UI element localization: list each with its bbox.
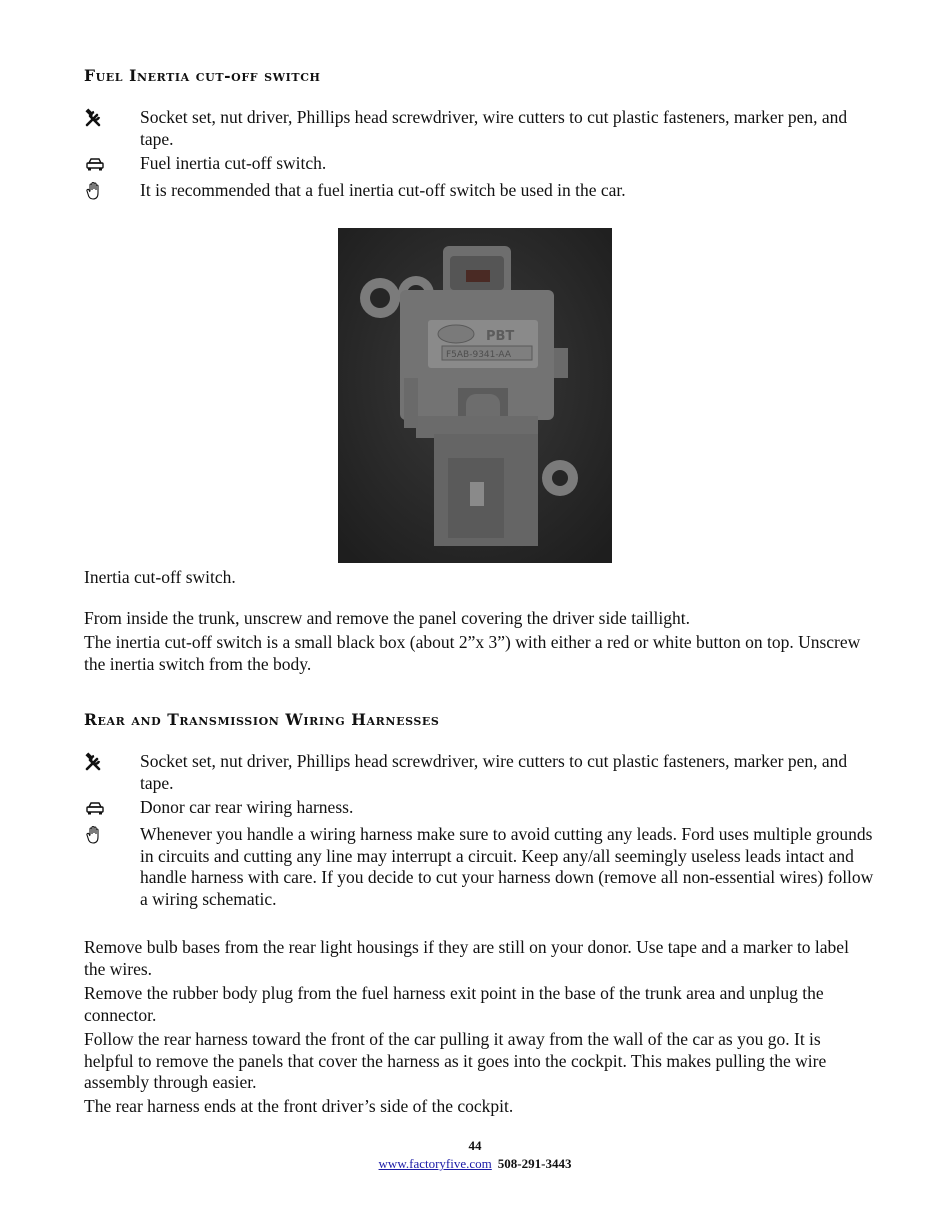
section-heading-fuel-inertia: Fuel Inertia cut-off switch [84, 66, 321, 85]
page-number: 44 [468, 1138, 482, 1153]
parts-text: Fuel inertia cut-off switch. [140, 153, 327, 173]
hand-icon [84, 825, 108, 845]
hand-icon [84, 181, 108, 201]
tools-list-item [84, 751, 874, 794]
paragraph: Follow the rear harness toward the front of the car pulling it away from the wall of the car as you go. It is helpful to remove the panels that cover the harness as it goes into the cockpit. This makes pulling the wire assembly through easier. [84, 1029, 827, 1092]
parts-text: Donor car rear wiring harness. [140, 797, 354, 817]
tools-list-item [84, 107, 874, 150]
paragraph: The rear harness ends at the front driver’s side of the cockpit. [84, 1096, 514, 1116]
paragraph: The inertia cut-off switch is a small black box (about 2”x 3”) with either a red or white button on top. Unscrew the inertia switch from the body. [84, 632, 861, 674]
website-link[interactable]: www.factoryfive.com [378, 1156, 492, 1171]
note-list-item [84, 824, 874, 910]
parts-list-item [84, 797, 874, 819]
note-text: It is recommended that a fuel inertia cut-off switch be used in the car. [140, 180, 626, 200]
car-icon [84, 154, 108, 174]
section-heading-rear-harness: Rear and Transmission Wiring Harnesses [84, 710, 440, 729]
tools-text: Socket set, nut driver, Phillips head screwdriver, wire cutters to cut plastic fasteners, marker pen, and tape. [140, 751, 848, 793]
note-text: Whenever you handle a wiring harness make sure to avoid cutting any leads. Ford uses multiple grounds in circuits and cutting any line may interrupt a circuit. Keep any/all seemingly useless leads intact and handle harness with care. If you decide to cut your harness down (remove all non-essential wires) follow a wiring schematic. [140, 824, 874, 909]
car-icon [84, 798, 108, 818]
paragraph: Remove bulb bases from the rear light housings if they are still on your donor. Use tape and a marker to label the wires. [84, 937, 849, 979]
tools-text: Socket set, nut driver, Phillips head screwdriver, wire cutters to cut plastic fasteners, marker pen, and tape. [140, 107, 848, 149]
inertia-switch-photo [338, 228, 612, 563]
paragraph: Remove the rubber body plug from the fuel harness exit point in the base of the trunk area and unplug the connector. [84, 983, 824, 1025]
photo-label-part-number: F5AB-9341-AA [446, 350, 511, 360]
photo-caption: Inertia cut-off switch. [84, 567, 236, 587]
parts-list-item [84, 153, 874, 175]
note-list-item [84, 180, 874, 202]
paragraph: From inside the trunk, unscrew and remove the panel covering the driver side taillight. [84, 608, 691, 628]
phone-number: 508-291-3443 [497, 1156, 572, 1171]
footer-contact [0, 1156, 950, 1172]
photo-label-pbt: PBT [486, 329, 515, 344]
tools-icon [84, 752, 108, 772]
tools-icon [84, 108, 108, 128]
